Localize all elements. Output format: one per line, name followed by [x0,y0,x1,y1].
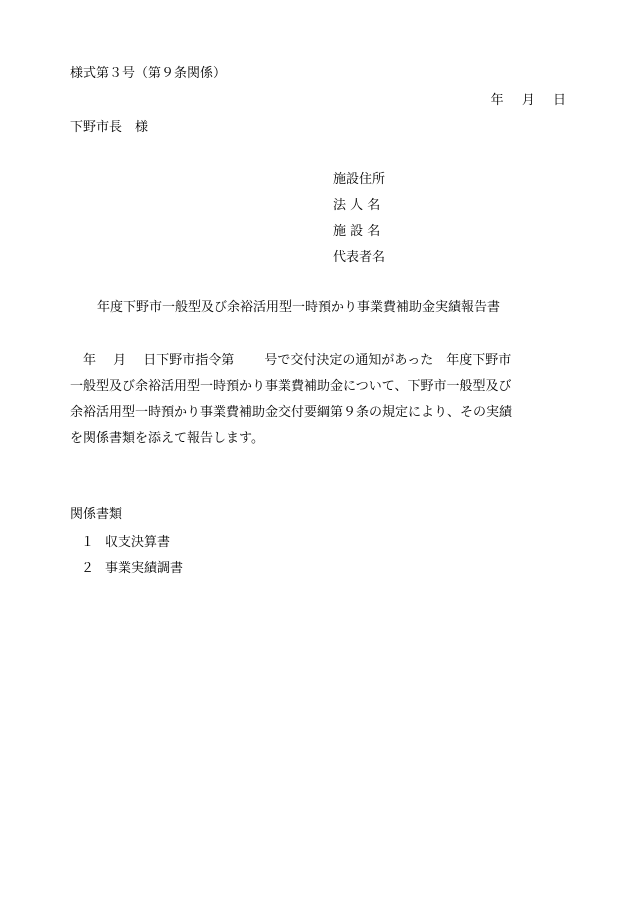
list-item-label: 収支決算書 [105,535,171,550]
document-title: 年度下野市一般型及び余裕活用型一時預かり事業費補助金実績報告書 [97,300,501,315]
date-year: 年 [490,93,504,108]
date-day: 日 [552,93,566,108]
body-line: 一般型及び余裕活用型一時預かり事業費補助金について、下野市一般型及び [70,379,512,394]
related-documents-heading: 関係書類 [70,507,123,522]
list-item [81,560,183,586]
body-line: 余裕活用型一時預かり事業費補助金交付要綱第９条の規定により、その実績 [70,405,513,420]
addressee: 下野市長 様 [70,120,149,135]
applicant-field-facility: 施 設 名 [333,224,381,239]
list-item-label: 事業実績調書 [105,561,184,576]
body-line: 年 月 日下野市指令第 号で交付決定の通知があった 年度下野市 [70,353,512,368]
applicant-field-address: 施設住所 [333,172,386,187]
applicant-info [333,171,385,275]
body-paragraph [70,348,552,452]
list-item-number: １ [81,535,95,550]
list-item [81,534,183,560]
applicant-field-corporation: 法 人 名 [333,198,381,213]
related-documents-list [81,534,183,586]
applicant-field-representative: 代表者名 [333,250,386,265]
date-month: 月 [521,93,535,108]
form-number: 様式第３号（第９条関係） [70,66,227,81]
date-line [477,93,566,109]
body-line: を関係書類を添えて報告します。 [70,431,264,446]
list-item-number: ２ [81,561,95,576]
